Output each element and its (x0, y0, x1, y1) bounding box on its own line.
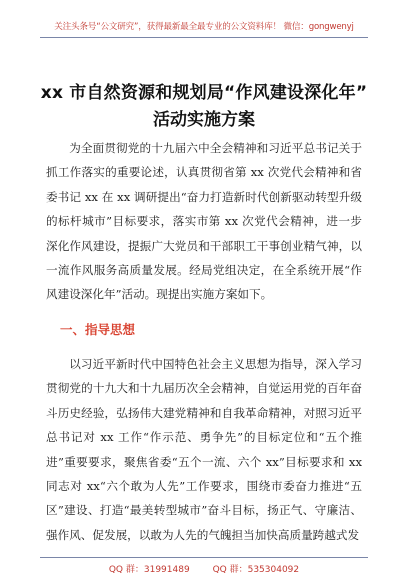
intro-paragraph: 为全面贯彻党的十九届六中全会精神和习近平总书记关于抓工作落实的重要论述，认真贯彻省第 xx 次党代会精神和省委书记 xx 在 xx 调研提出“奋力打造新时代创新驱动转型升级的标杆城市”目标要求，落实市第 xx 次党代会精神，进一步深化作风建设，提振广大党员和干部职工干事创业精气神，以一流作风服务高质量发展。经局党组决定，在全系统开展“作风建设深化年”活动。现提出实施方案如下。 (46, 141, 362, 302)
page-footer (40, 557, 368, 575)
header-notice: 关注头条号“公文研究”，获得最新最全最专业的公文资料库！ 微信：gongwenyj (54, 22, 354, 32)
section-heading-guiding-ideology: 一、指导思想 (60, 322, 136, 337)
footer-qq-group-1: QQ 群：31991489 (108, 565, 190, 575)
footer-qq-group-2: QQ 群：535304092 (212, 565, 300, 575)
title-line-2: 活动实施方案 (153, 110, 255, 130)
title-line-1: xx 市自然资源和规划局“作风建设深化年” (40, 83, 368, 103)
guiding-ideology-paragraph: 以习近平新时代中国特色社会主义思想为指导，深入学习贯彻党的十九大和十九届历次全会精神，自觉运用党的百年奋斗历史经验，弘扬伟大建党精神和自我革命精神，对照习近平总书记对 xx 工作“作示范、勇争先”的目标定位和“五个推进”重要要求，聚焦省委“五个一流、六个 xx”目标要求和 xx 同志对 xx“六个敢为人先”工作要求，围绕市委奋力推进“五区”建设、打造“最美转型城市”奋斗目标，扬正气、守廉洁、强作风、促发展，以敢为人先的气魄担当加快高质量跨越式发 (46, 357, 362, 542)
page-header (40, 14, 368, 38)
document-title (36, 82, 372, 131)
